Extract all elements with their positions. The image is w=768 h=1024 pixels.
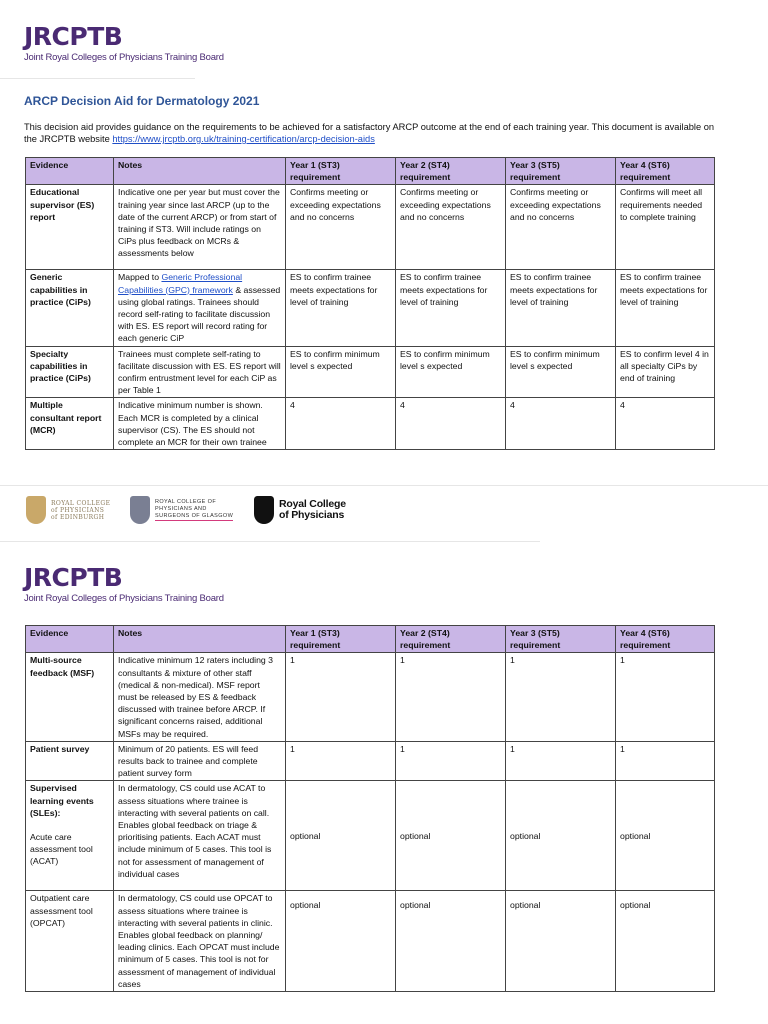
table-row [26, 741, 715, 781]
year4-cell: 1 [616, 653, 715, 741]
evidence-cell [26, 781, 114, 891]
table-row [26, 346, 715, 398]
footer-divider [0, 541, 540, 542]
year4-cell: optional [616, 891, 715, 992]
year2-cell: optional [396, 781, 506, 891]
jrcptb-logo-page2 [24, 565, 224, 604]
year4-cell: optional [616, 781, 715, 891]
year1-cell: optional [286, 781, 396, 891]
year4-cell: ES to confirm level 4 in all specialty CiPs by end of training [616, 346, 715, 398]
col-header-year4: Year 4 (ST6) requirement [616, 158, 715, 185]
col-header-year2: Year 2 (ST4) requirement [396, 626, 506, 653]
col-header-evidence: Evidence [26, 158, 114, 185]
arcp-decision-aids-link[interactable]: https://www.jrcptb.org.uk/training-certification/arcp-decision-aids [112, 134, 375, 144]
year2-cell: optional [396, 891, 506, 992]
year2-cell: 1 [396, 653, 506, 741]
year2-cell: Confirms meeting or exceeding expectations and no concerns [396, 185, 506, 270]
col-header-year3: Year 3 (ST5) requirement [506, 158, 616, 185]
col-header-year1: Year 1 (ST3) requirement [286, 626, 396, 653]
rcpe-wordmark [51, 500, 110, 521]
gpc-framework-link[interactable]: Generic Professional Capabilities (GPC) framework [118, 272, 243, 295]
notes-text: & assessed using global ratings. Trainees should record self-rating to facilitate discussion with ES. ES report will record rating for each generic CiP [118, 284, 281, 344]
year3-cell: 1 [506, 741, 616, 781]
notes-cell: Minimum of 20 patients. ES will feed results back to trainee and complete patient survey form [114, 741, 286, 781]
year1-cell: 1 [286, 653, 396, 741]
year3-cell: optional [506, 891, 616, 992]
notes-cell [114, 270, 286, 346]
rcp-wordmark [279, 499, 346, 521]
col-header-year3: Year 3 (ST5) requirement [506, 626, 616, 653]
year4-cell: 1 [616, 741, 715, 781]
year3-cell: ES to confirm trainee meets expectations for level of training [506, 270, 616, 346]
sle-heading: Supervised learning events (SLEs): [30, 783, 94, 818]
header-divider [0, 78, 195, 79]
notes-text: Mapped to [118, 272, 162, 283]
year1-cell: optional [286, 891, 396, 992]
intro-paragraph [24, 121, 724, 145]
year2-cell: 4 [396, 398, 506, 450]
year3-cell: optional [506, 781, 616, 891]
year3-cell: ES to confirm minimum level s expected [506, 346, 616, 398]
rcp-line: Royal College [279, 498, 346, 510]
rcpe-line: of EDINBURGH [51, 513, 105, 521]
rcpe-logo [26, 492, 110, 528]
year1-cell: 1 [286, 741, 396, 781]
col-header-year4: Year 4 (ST6) requirement [616, 626, 715, 653]
year1-cell: ES to confirm minimum level s expected [286, 346, 396, 398]
logo-wordmark: JRCPTB [24, 563, 123, 592]
table-header-row [26, 626, 715, 653]
rcpsg-logo [130, 492, 233, 528]
rcpsg-crest-icon [130, 496, 150, 524]
rcp-line: of Physicians [279, 509, 345, 521]
logo-subtitle: Joint Royal Colleges of Physicians Training Board [24, 52, 224, 63]
year4-cell: 4 [616, 398, 715, 450]
page-divider [0, 485, 768, 486]
notes-cell: Trainees must complete self-rating to facilitate discussion with ES. ES report will confirm entrustment level for each CiP as per Table 1 [114, 346, 286, 398]
logo-subtitle: Joint Royal Colleges of Physicians Training Board [24, 593, 224, 604]
table-row [26, 781, 715, 891]
rcpsg-line: ROYAL COLLEGE OF [155, 499, 217, 505]
notes-cell: In dermatology, CS could use OPCAT to assess situations where trainee is interacting with several patients in clinic. Enables global feedback on planning/ leading clinics. Each OPCAT must include minimum of 5 cases. This tool is not for assessment of management of individual cases [114, 891, 286, 992]
year4-cell: Confirms will meet all requirements needed to complete training [616, 185, 715, 270]
year2-cell: ES to confirm minimum level s expected [396, 346, 506, 398]
evidence-cell: Generic capabilities in practice (CiPs) [26, 270, 114, 346]
rcp-logo [254, 492, 346, 528]
rcpsg-line: SURGEONS OF GLASGOW [155, 513, 234, 519]
table-row [26, 270, 715, 346]
year4-cell: ES to confirm trainee meets expectations for level of training [616, 270, 715, 346]
rcpsg-wordmark [155, 499, 233, 521]
requirements-table-1 [25, 157, 715, 450]
rcpe-line: of PHYSICIANS [51, 506, 105, 514]
table-header-row [26, 158, 715, 185]
evidence-cell: Specialty capabilities in practice (CiPs) [26, 346, 114, 398]
col-header-notes: Notes [114, 158, 286, 185]
jrcptb-logo [24, 24, 224, 63]
notes-cell: Indicative minimum 12 raters including 3 consultants & mixture of other staff (medical & non-medical). MSF report must be released by ES & feedback discussed with trainee before ARCP. If significant concerns raised, additional MSFs may be required. [114, 653, 286, 741]
notes-cell: In dermatology, CS could use ACAT to assess situations where trainee is interacting with several patients on call. Enables global feedback on triage & prioritising patients. Each ACAT must include minimum of 5 cases. This tool is not for assessment of management of individual cases [114, 781, 286, 891]
page-title: ARCP Decision Aid for Dermatology 2021 [24, 94, 260, 108]
col-header-notes: Notes [114, 626, 286, 653]
col-header-evidence: Evidence [26, 626, 114, 653]
table-row [26, 891, 715, 992]
rcpe-crest-icon [26, 496, 46, 524]
notes-cell: Indicative minimum number is shown. Each MCR is completed by a clinical supervisor (CS). The ES should not complete an MCR for their own trainee [114, 398, 286, 450]
year2-cell: 1 [396, 741, 506, 781]
year1-cell: ES to confirm trainee meets expectations for level of training [286, 270, 396, 346]
logo-wordmark: JRCPTB [24, 22, 123, 51]
intro-text: This decision aid provides guidance on the requirements to be achieved for a satisfactory ARCP outcome at the end of each training year. This document is available on the JRCPTB website [24, 122, 715, 144]
evidence-cell: Patient survey [26, 741, 114, 781]
year3-cell: Confirms meeting or exceeding expectations and no concerns [506, 185, 616, 270]
table-row [26, 185, 715, 270]
requirements-table-2 [25, 625, 715, 992]
col-header-year2: Year 2 (ST4) requirement [396, 158, 506, 185]
evidence-cell: Multi-source feedback (MSF) [26, 653, 114, 741]
rcp-crest-icon [254, 496, 274, 524]
rcpe-line: ROYAL COLLEGE [51, 499, 111, 507]
evidence-cell: Educational supervisor (ES) report [26, 185, 114, 270]
footer-logos [26, 492, 366, 532]
year3-cell: 4 [506, 398, 616, 450]
year3-cell: 1 [506, 653, 616, 741]
table-row [26, 398, 715, 450]
year2-cell: ES to confirm trainee meets expectations for level of training [396, 270, 506, 346]
col-header-year1: Year 1 (ST3) requirement [286, 158, 396, 185]
evidence-cell: Multiple consultant report (MCR) [26, 398, 114, 450]
acat-label: Acute care assessment tool (ACAT) [30, 832, 93, 867]
table-row [26, 653, 715, 741]
evidence-cell: Outpatient care assessment tool (OPCAT) [26, 891, 114, 992]
rcpsg-line: PHYSICIANS AND [155, 506, 207, 512]
year1-cell: Confirms meeting or exceeding expectations and no concerns [286, 185, 396, 270]
notes-cell: Indicative one per year but must cover the training year since last ARCP (up to the date of the current ARCP) or from start of training if ST3. Will include ratings on CiPs plus feedback on MCRs & assessments below [114, 185, 286, 270]
year1-cell: 4 [286, 398, 396, 450]
